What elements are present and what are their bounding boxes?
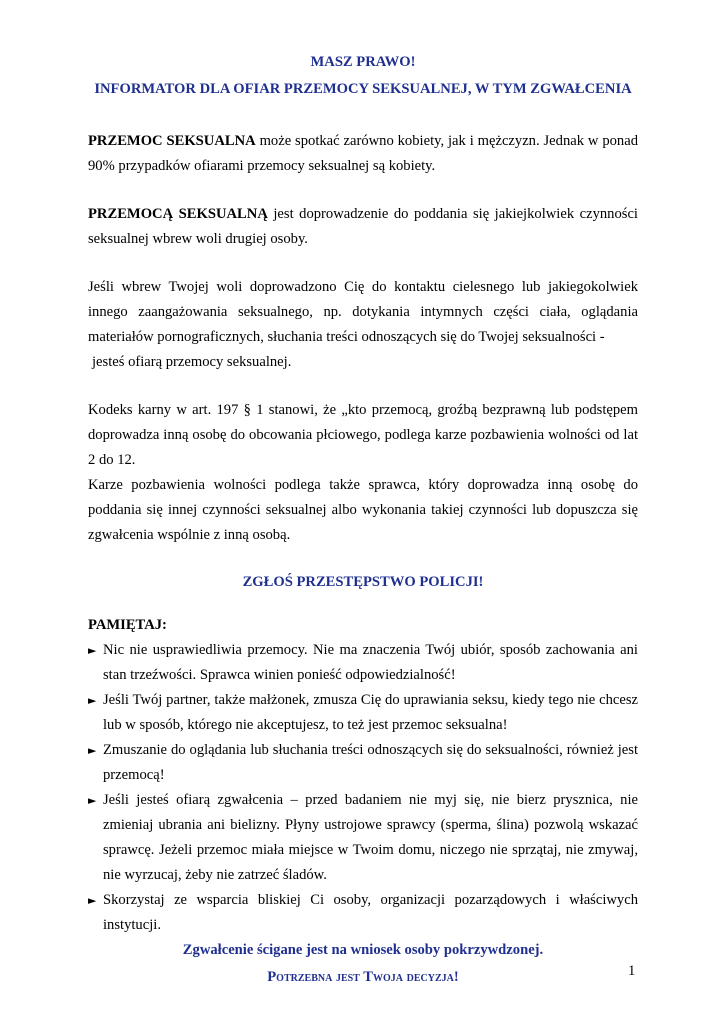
- list-item: [88, 688, 638, 738]
- prosecution-note: Zgwałcenie ścigane jest na wniosek osoby pokrzywdzonej.: [182, 942, 544, 958]
- page-number: 1: [628, 963, 636, 979]
- arrow-right-icon: ►: [88, 894, 97, 907]
- paragraph-text: jest doprowadzenie do poddania się jakiejkolwiek czynności seksualnej wbrew woli drugiej osoby.: [88, 206, 638, 247]
- paragraph-text: może spotkać zarówno kobiety, jak i mężczyzn. Jednak w ponad 90% przypadków ofiarami przemocy seksualnej są kobiety.: [88, 133, 638, 174]
- list-item-text: Skorzystaj ze wsparcia bliskiej Ci osoby, organizacji pozarządowych i właściwych instytucji.: [103, 892, 638, 933]
- list-item: [88, 738, 638, 788]
- remember-list: [88, 638, 638, 938]
- page-title: MASZ PRAWO!: [310, 54, 416, 70]
- list-item-text: Jeśli Twój partner, także małżonek, zmusza Cię do uprawiania seksu, kiedy tego nie chcesz lub w sposób, którego nie akceptujesz, to też jest przemoc seksualna!: [103, 692, 638, 733]
- report-to-police-heading: ZGŁOŚ PRZESTĘPSTWO POLICJI!: [242, 574, 484, 590]
- paragraph-definition-1: [88, 129, 638, 179]
- decision-note: Potrzebna jest Twoja decyzja!: [267, 969, 459, 985]
- list-item-text: Jeśli jesteś ofiarą zgwałcenia – przed badaniem nie myj się, nie bierz prysznica, nie zmieniaj ubrania ani bielizny. Płyny ustrojowe sprawcy (sperma, ślina) pozwolą wskazać sprawcę. Jeżeli przemoc miała miejsce w Twoim domu, niczego nie sprzątaj, nie zmywaj, nie wyrzucaj, żeby nie zatrzeć śladów.: [103, 792, 638, 883]
- paragraph-text: Jeśli wbrew Twojej woli doprowadzono Cię do kontaktu cielesnego lub jakiegokolwiek innego zaangażowania seksualnego, np. dotykania intymnych części ciała, oglądania materiałów pornograficznych, słuchania treści odnoszących się do Twojej seksualności -: [88, 279, 638, 345]
- arrow-right-icon: ►: [88, 644, 97, 657]
- list-item: [88, 638, 638, 688]
- paragraph-penal-code-2: Karze pozbawienia wolności podlega także sprawca, który doprowadza inną osobę do poddania się innej czynności seksualnej albo wykonania takiej czynności lub dopuszcza się zgwałcenia wspólnie z inną osobą.: [88, 477, 638, 543]
- remember-heading: PAMIĘTAJ:: [88, 617, 167, 633]
- arrow-right-icon: ►: [88, 794, 97, 807]
- document-page: [88, 50, 638, 990]
- term-przemoc-seksualna: PRZEMOC SEKSUALNA: [88, 133, 256, 149]
- list-item-text: Zmuszanie do oglądania lub słuchania treści odnoszących się do seksualności, również jest przemocą!: [103, 742, 638, 783]
- list-item-text: Nic nie usprawiedliwia przemocy. Nie ma znaczenia Twój ubiór, sposób zachowania ani stan trzeźwości. Sprawca winien ponieść odpowiedzialność!: [103, 642, 638, 683]
- term-przemoca-seksualna: PRZEMOCĄ SEKSUALNĄ: [88, 206, 268, 222]
- paragraph-penal-code: Kodeks karny w art. 197 § 1 stanowi, że „kto przemocą, groźbą bezprawną lub podstępem doprowadza inną osobę do obcowania płciowego, podlega karze pozbawienia wolności od lat 2 do 12.: [88, 402, 638, 468]
- paragraph-victim-info: [88, 275, 638, 375]
- paragraph-definition-2: [88, 202, 638, 252]
- arrow-right-icon: ►: [88, 744, 97, 757]
- list-item: [88, 788, 638, 888]
- arrow-right-icon: ►: [88, 694, 97, 707]
- paragraph-text-end: jesteś ofiarą przemocy seksualnej.: [92, 354, 292, 370]
- list-item: [88, 888, 638, 938]
- page-subtitle: INFORMATOR DLA OFIAR PRZEMOCY SEKSUALNEJ, W TYM ZGWAŁCENIA: [94, 81, 632, 97]
